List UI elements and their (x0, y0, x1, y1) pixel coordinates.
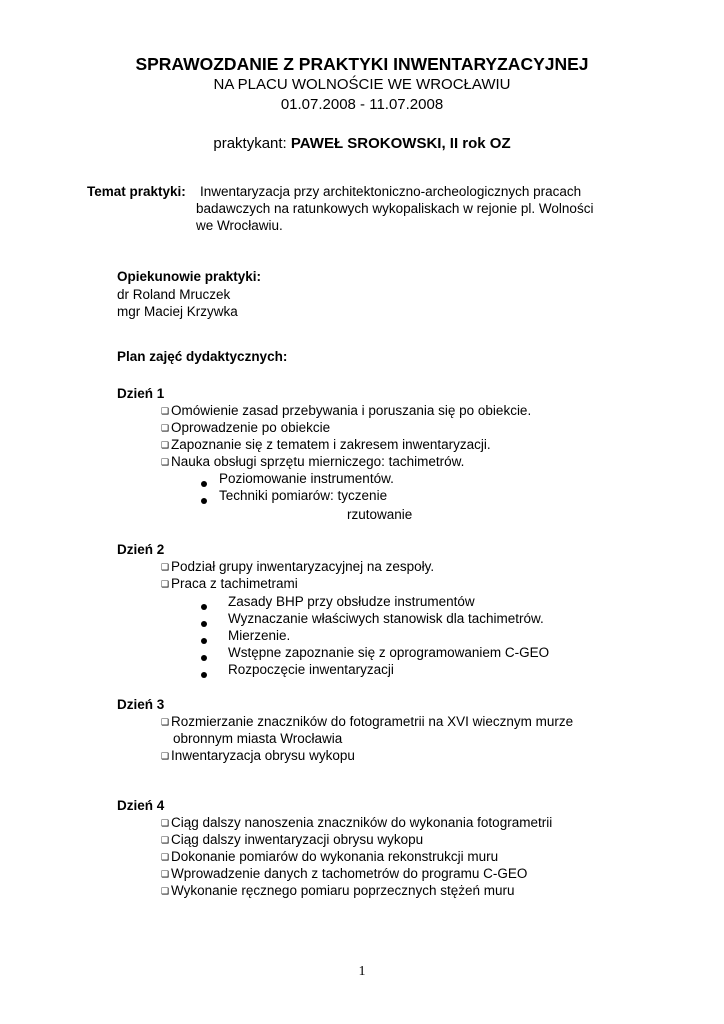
checkbox-icon: ❑ (161, 562, 170, 572)
checkbox-icon: ❑ (161, 457, 170, 467)
list-item: ❑ Inwentaryzacja obrysu wykopu (161, 747, 355, 766)
document-title: SPRAWOZDANIE Z PRAKTYKI INWENTARYZACYJNEJ (135, 54, 589, 74)
list-item: ❑ Wprowadzenie danych z tachometrów do programu C-GEO (161, 865, 527, 884)
list-item: ❑ Praca z tachimetrami (161, 575, 298, 594)
supervisor-name: mgr Maciej Krzywka (117, 304, 238, 319)
checkbox-icon: ❑ (161, 852, 170, 862)
bullet-icon (201, 633, 207, 651)
checkbox-icon: ❑ (161, 818, 170, 828)
checkbox-icon: ❑ (161, 717, 170, 727)
checkbox-icon: ❑ (161, 406, 170, 416)
bullet-item: Wstępne zapoznanie się z oprogramowaniem C-GEO (228, 645, 550, 660)
list-item: ❑ Zapoznanie się z tematem i zakresem inwentaryzacji. (161, 436, 491, 455)
bullet-item-continuation: rzutowanie (347, 507, 413, 522)
bullet-item: Poziomowanie instrumentów. (219, 471, 394, 486)
checkbox-icon: ❑ (161, 579, 170, 589)
list-item: ❑ Omówienie zasad przebywania i poruszania się po obiekcie. (161, 402, 531, 421)
bullet-icon (201, 616, 207, 634)
bullet-item: Techniki pomiarów: tyczenie (219, 488, 388, 503)
list-item: ❑ Wykonanie ręcznego pomiaru poprzecznych stężeń muru (161, 882, 515, 901)
list-item: ❑ Nauka obsługi sprzętu mierniczego: tachimetrów. (161, 453, 464, 472)
bullet-item: Mierzenie. (228, 628, 291, 643)
checkbox-icon: ❑ (161, 751, 170, 761)
list-item: ❑ Ciąg dalszy nanoszenia znaczników do wykonania fotogrametrii (161, 814, 552, 833)
checkbox-icon: ❑ (161, 869, 170, 879)
day-label: Dzień 4 (117, 798, 165, 813)
list-item: ❑ Podział grupy inwentaryzacyjnej na zespoły. (161, 558, 434, 577)
list-item: ❑ Oprowadzenie po obiekcie (161, 419, 330, 438)
checkbox-icon: ❑ (161, 886, 170, 896)
trainee-label: praktykant: (213, 135, 287, 152)
checkbox-icon: ❑ (161, 440, 170, 450)
document-dates: 01.07.2008 - 11.07.2008 (280, 96, 444, 113)
supervisor-name: dr Roland Mruczek (117, 287, 231, 302)
day-label: Dzień 3 (117, 697, 165, 712)
topic-label: Temat praktyki: (87, 184, 186, 199)
bullet-icon (201, 667, 207, 685)
bullet-item: Rozpoczęcie inwentaryzacji (228, 662, 394, 677)
topic-line: we Wrocławiu. (196, 218, 283, 233)
bullet-icon (201, 476, 207, 494)
trainee-name: PAWEŁ SROKOWSKI, II rok OZ (290, 135, 511, 152)
page-number: 1 (358, 964, 366, 979)
day-label: Dzień 2 (117, 542, 165, 557)
day-label: Dzień 1 (117, 386, 165, 401)
bullet-item: Wyznaczanie właściwych stanowisk dla tachimetrów. (228, 611, 544, 626)
list-item: ❑ Dokonanie pomiarów do wykonania rekonstrukcji muru (161, 848, 498, 867)
list-item: ❑ Ciąg dalszy inwentaryzacji obrysu wykopu (161, 831, 423, 850)
bullet-icon (201, 650, 207, 668)
checkbox-icon: ❑ (161, 835, 170, 845)
list-item-continuation: obronnym miasta Wrocławia (173, 731, 343, 746)
document-place: NA PLACU WOLNOŚCIE WE WROCŁAWIU (213, 76, 511, 93)
checkbox-icon: ❑ (161, 423, 170, 433)
bullet-item: Zasady BHP przy obsłudze instrumentów (228, 594, 475, 609)
topic-line: badawczych na ratunkowych wykopaliskach w rejonie pl. Wolności (196, 201, 594, 216)
supervisors-label: Opiekunowie praktyki: (117, 269, 262, 284)
plan-label: Plan zajęć dydaktycznych: (117, 349, 288, 364)
bullet-icon (201, 599, 207, 617)
list-item: ❑ Rozmierzanie znaczników do fotogrametrii na XVI wiecznym murze (161, 713, 573, 732)
bullet-icon (201, 493, 207, 511)
trainee-line (0, 135, 724, 152)
topic-line: Inwentaryzacja przy architektoniczno-archeologicznych pracach (200, 184, 582, 199)
